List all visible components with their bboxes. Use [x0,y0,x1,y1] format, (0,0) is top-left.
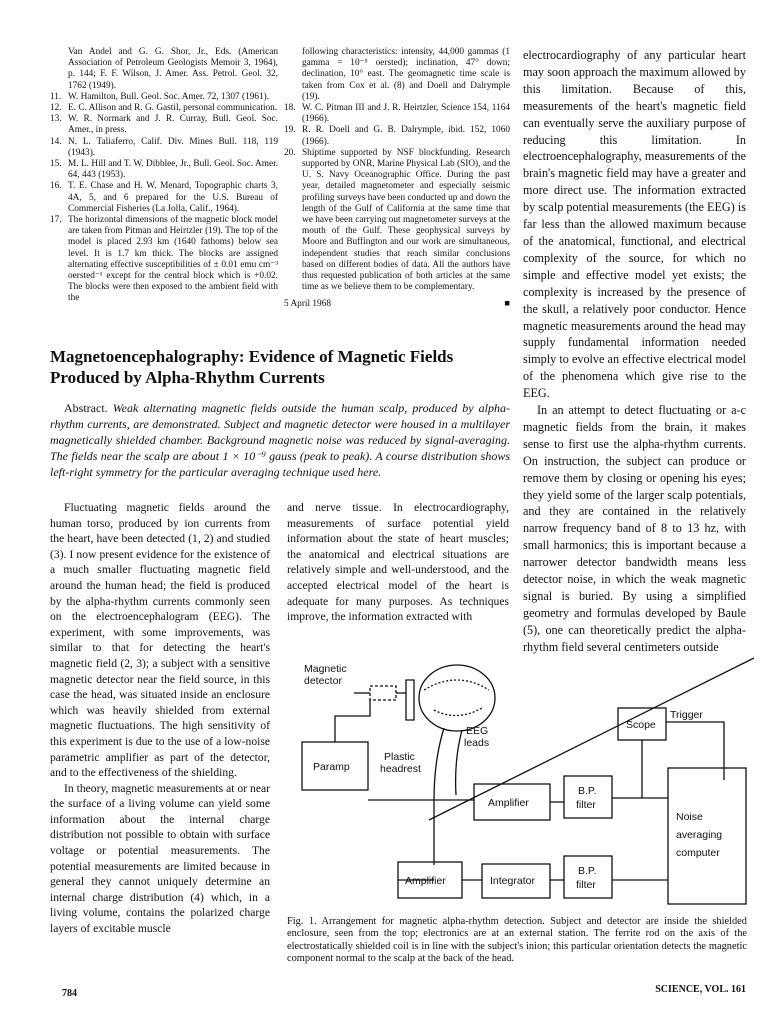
label-integrator: Integrator [490,875,535,887]
figure-caption: Fig. 1. Arrangement for magnetic alpha-rhythm detection. Subject and detector are inside the shielded enclosure, seen from the top; electronics are at an external station. The ferrite rod on the axis of the electrostatically shielded coil is in line with the subject's inion; this particular orientation detects the magnetic component normal to the scalp at the back of the head. [287,916,747,965]
bp-filter-bottom-box [564,856,612,898]
label-amplifier-top: Amplifier [488,797,529,809]
label-eeg: EEG [466,725,489,737]
reference-continuation: following characteristics: intensity, 44,000 gammas (1 gamma = 10⁻⁵ oersted); inclination, 47° down; declination, 10° east. The geomagnetic time scale is taken from Cox et al. (8) and Doell and Dalrymple (19). [302,47,510,102]
paragraph: electrocardiography of any particular heart may soon approach the maximum allowed by this limitation. Because of this, measurements of the heart's magnetic field can eventually serve the auxiliary purpose of reducing this limitation. In electroencephalography, measurements of the brain's magnetic field may have a greater and more direct use. The information extracted by scalp potential measurements (the EEG) is far less than the allowed maximum because of the anatomical, functional, and electrical complexity of the source, for which no simple and effective model yet exists; the complexity is increased by the presence of the skull, a relatively poor conductor. Hence magnetic measurements around the head may supply fundamental information needed simply to evolve an effective electrical model of the phenomena which give rise to the EEG. [523,48,746,401]
received-date: 5 April 1968 [284,299,332,310]
paragraph: Fluctuating magnetic fields around the human torso, produced by ion currents from the heart, have been detected (1, 2) and studied (3). I now present evidence for the existence of a much smaller fluctuating magnetic field around the human head; the field is produced by the alpha-rhythm currents commonly seen on the electroencephalogram (EEG). The experiment, with some improvements, was similar to that for detecting the heart's magnetic field (2, 3); a subject with a sensitive magnetic detector near the field source, in this case the head, was situated inside an enclosure which was heavily shielded from external magnetic fluctuations. The high sensitivity of this experiment is due to the use of a low-noise parametric amplifier as part of the detector, and to the effectiveness of the shielding. [50,501,270,780]
references-left [50,47,278,305]
paragraph: In theory, magnetic measurements at or near the surface of a living volume can yield some information about the internal charge distribution not possible to obtain with surface voltage or potential measurements. The potential measurements are limited because in general they cannot uniquely determine an internal charge distribution (4) which, in a living volume, contains the polarized charge layers of excitable muscle [50,781,270,936]
label-headrest: headrest [380,763,421,775]
abstract-label: Abstract. [64,401,108,415]
label-paramp: Paramp [313,761,350,773]
article-title-line: Magnetoencephalography: Evidence of Magnetic Fields [50,347,454,366]
reference-continuation: Van Andel and G. G. Shor, Jr., Eds. (American Association of Petroleum Geologists Memoir 3, 1964), p. 144; F. F. Wilson, J. Amer. Ass. Petrol. Geol. 32, 1762 (1949). [68,47,278,91]
body-column-middle [287,500,509,625]
label-noise: Noise [676,811,703,823]
received-date-line [284,299,510,310]
reference-item: 16. T. E. Chase and H. W. Menard, Topographic charts 3, 4A, 5, and 6 prepared for the U.S. Bureau of Commercial Fisheries (La Jolla, Calif., 1964). [50,181,278,214]
label-scope: Scope [626,719,656,731]
reference-item: 12. E. C. Allison and R. G. Gastil, personal communication. [50,103,278,114]
label-bp-top: B.P. [578,785,597,797]
label-magnetic: Magnetic [304,663,347,675]
paragraph: and nerve tissue. In electrocardiography, measurements of surface potential yield information about the state of heart muscles; the anatomical and electrical situations are relatively simple and well-understood, and the accepted electrical model of the heart is adequate for many purposes. As techniques improve, the information extracted with [287,501,509,624]
article-title-line: Produced by Alpha-Rhythm Currents [50,368,325,387]
label-computer: computer [676,847,720,859]
label-amplifier-bottom: Amplifier [405,875,446,887]
label-trigger: Trigger [670,709,703,721]
label-bp-bottom: B.P. [578,865,597,877]
subject-head [419,665,495,731]
reference-item: 18. W. C. Pitman III and J. R. Heirtzler, Science 154, 1164 (1966). [284,103,510,125]
page-number: 784 [62,988,77,999]
figure-1-diagram [284,650,754,915]
label-filter-bottom: filter [576,879,596,891]
reference-item: 13. W. R. Normark and J. R. Curray, Bull. Geol. Soc. Amer., in press. [50,114,278,136]
reference-item: 14. N. L. Taliaferro, Calif. Div. Mines Bull. 118, 119 (1943). [50,136,278,158]
bp-filter-top-box [564,776,612,818]
label-plastic: Plastic [384,751,415,763]
reference-item: 11. W. Hamilton, Bull. Geol. Soc. Amer. 72, 1307 (1961). [50,91,270,102]
end-mark: ■ [504,299,510,310]
abstract [50,400,510,480]
paragraph: In an attempt to detect fluctuating or a-c magnetic fields from the brain, it makes sense to first use the alpha-rhythm currents. On instruction, the subject can produce or remove them by closing or opening his eyes; they yield some of the larger scalp potentials, and they are contained in the relatively narrow frequency band of 8 to 13 hz, with small harmonics; this is important because a narrower detector bandwidth means less detector noise, in which the weak magnetic signal is buried. By using a simplified geometry and formulas developed by Baule (5), one can theoretically predict the alpha-rhythm field several centimeters outside [523,403,746,654]
reference-item: 17. The horizontal dimensions of the magnetic block model are taken from Pitman and Heirtzler (19). The top of the model is placed 2.93 km (1640 fathoms) below sea level. It is 1.7 km thick. The blocks are assigned alternating effective susceptibilities of ± 0.01 emu cm⁻³ oersted⁻¹ except for the central block which is +0.02. The blocks were then exposed to the ambient field with the [50,215,278,304]
reference-item: 15. M. L. Hill and T. W. Dibblee, Jr., Bull. Geol. Soc. Amer. 64, 443 (1953). [50,159,278,181]
headrest [406,680,414,720]
article-title [50,346,520,388]
detector-coil [370,686,396,700]
references-middle [284,47,510,311]
label-averaging: averaging [676,829,723,841]
label-leads: leads [464,737,490,749]
label-detector: detector [304,675,342,687]
reference-item: 20. Shiptime supported by NSF blockfunding. Research supported by ONR, Marine Physical Lab (SIO), and the U. S. Navy Oceanographic Office. During the past year, detailed magnetometer and especially seismic profiling surveys have been conducted up and down the length of the Gulf of California at the same time that we have been carrying out magnetometer surveys at the mouth of the Gulf. These geophysical surveys by Moore and Buffington and our work are simultaneous, independent studies that reach similar conclusions based on different bodies of data. All the authors have thus requested publication of both articles at the same time as we believe them to be complementary. [284,147,510,293]
abstract-text: Weak alternating magnetic fields outside the human scalp, produced by alpha-rhythm currents, are demonstrated. Subject and magnetic detector were housed in a multilayer magnetically shielded chamber. Background magnetic noise was reduced by signal-averaging. The fields near the scalp are about 1 × 10⁻⁹ gauss (peak to peak). A course distribution shows left-right symmetry for the particular averaging technique used here. [50,401,511,479]
label-filter-top: filter [576,799,596,811]
journal-footer: SCIENCE, VOL. 161 [655,984,746,995]
body-column-right [523,47,746,656]
reference-item: 19. R. R. Doell and G. B. Dalrymple, ibid. 152, 1060 (1966). [284,125,510,147]
body-column-left [50,500,270,937]
